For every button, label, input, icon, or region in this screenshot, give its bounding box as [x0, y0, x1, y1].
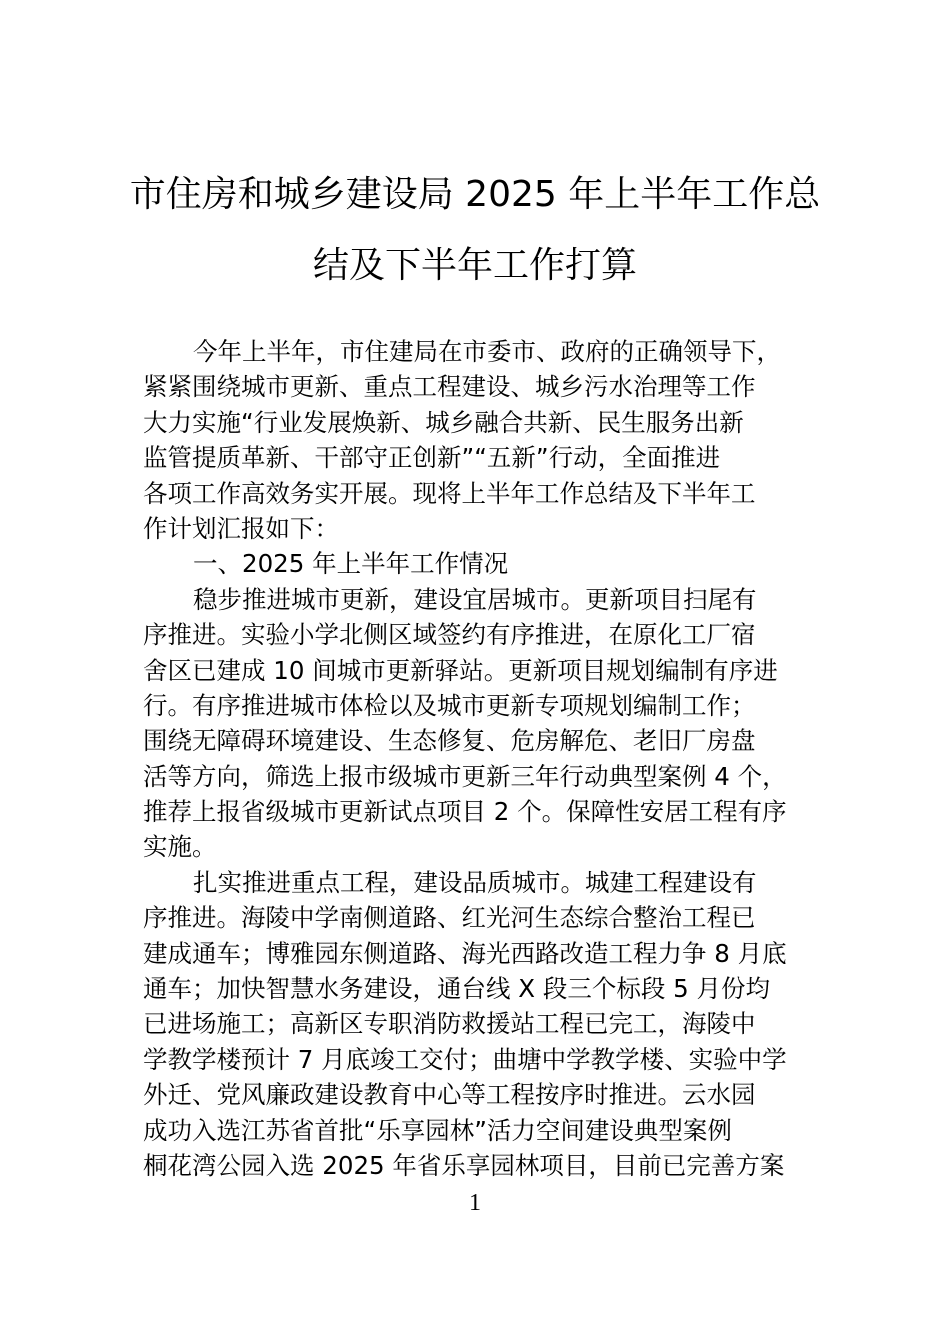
paragraph-line: 今年上半年，市住建局在市委市、政府的正确领导下， [193, 337, 781, 366]
document-title-line-2: 结及下半年工作打算 [312, 245, 637, 286]
paragraph-line: 实施。 [143, 832, 217, 862]
paragraph-line: 大力实施“行业发展焕新、城乡融合共新、民生服务出新 [143, 407, 744, 437]
document-title-line-1: 市住房和城乡建设局 2025 年上半年工作总 [129, 174, 821, 215]
paragraph-line: 稳步推进城市更新，建设宜居城市。更新项目扫尾有 [193, 584, 757, 614]
document-body [143, 334, 813, 1183]
paragraph-line: 活等方向，筛选上报市级城市更新三年行动典型案例 4 个， [143, 761, 787, 791]
paragraph-line: 紧紧围绕城市更新、重点工程建设、城乡污水治理等工作 [143, 372, 756, 402]
paragraph-line: 通车；加快智慧水务建设，通台线 X 段三个标段 5 月份均 [143, 974, 771, 1004]
section-heading: 一、2025 年上半年工作情况 [193, 549, 509, 579]
paragraph-line: 桐花湾公园入选 2025 年省乐享园林项目，目前已完善方案 [143, 1150, 785, 1180]
paragraph-line: 建成通车；博雅园东侧道路、海光西路改造工程力争 8 月底 [143, 938, 787, 968]
paragraph-line: 已进场施工；高新区专职消防救援站工程已完工，海陵中 [143, 1009, 756, 1039]
paragraph-line: 各项工作高效务实开展。现将上半年工作总结及下半年工 [143, 478, 756, 508]
paragraph-line: 推荐上报省级城市更新试点项目 2 个。保障性安居工程有序 [143, 797, 787, 827]
paragraph-line: 围绕无障碍环境建设、生态修复、危房解危、老旧厂房盘 [143, 726, 756, 756]
paragraph-line: 序推进。海陵中学南侧道路、红光河生态综合整治工程已 [143, 903, 756, 933]
paragraph-line: 舍区已建成 10 间城市更新驿站。更新项目规划编制有序进 [143, 655, 778, 685]
paragraph-line: 外迁、党风廉政建设教育中心等工程按序时推进。云水园 [143, 1080, 756, 1110]
paragraph-line: 扎实推进重点工程，建设品质城市。城建工程建设有 [193, 867, 757, 897]
page-number: 1 [469, 1190, 481, 1216]
paragraph-line: 监管提质革新、干部守正创新”“五新”行动，全面推进 [143, 443, 721, 473]
paragraph-line: 序推进。实验小学北侧区域签约有序推进，在原化工厂宿 [143, 620, 756, 650]
paragraph-line: 作计划汇报如下： [143, 513, 339, 543]
paragraph-line: 成功入选江苏省首批“乐享园林”活力空间建设典型案例 [143, 1115, 732, 1145]
paragraph-line: 行。有序推进城市体检以及城市更新专项规划编制工作； [143, 690, 756, 720]
paragraph-line: 学教学楼预计 7 月底竣工交付；曲塘中学教学楼、实验中学 [143, 1044, 787, 1074]
